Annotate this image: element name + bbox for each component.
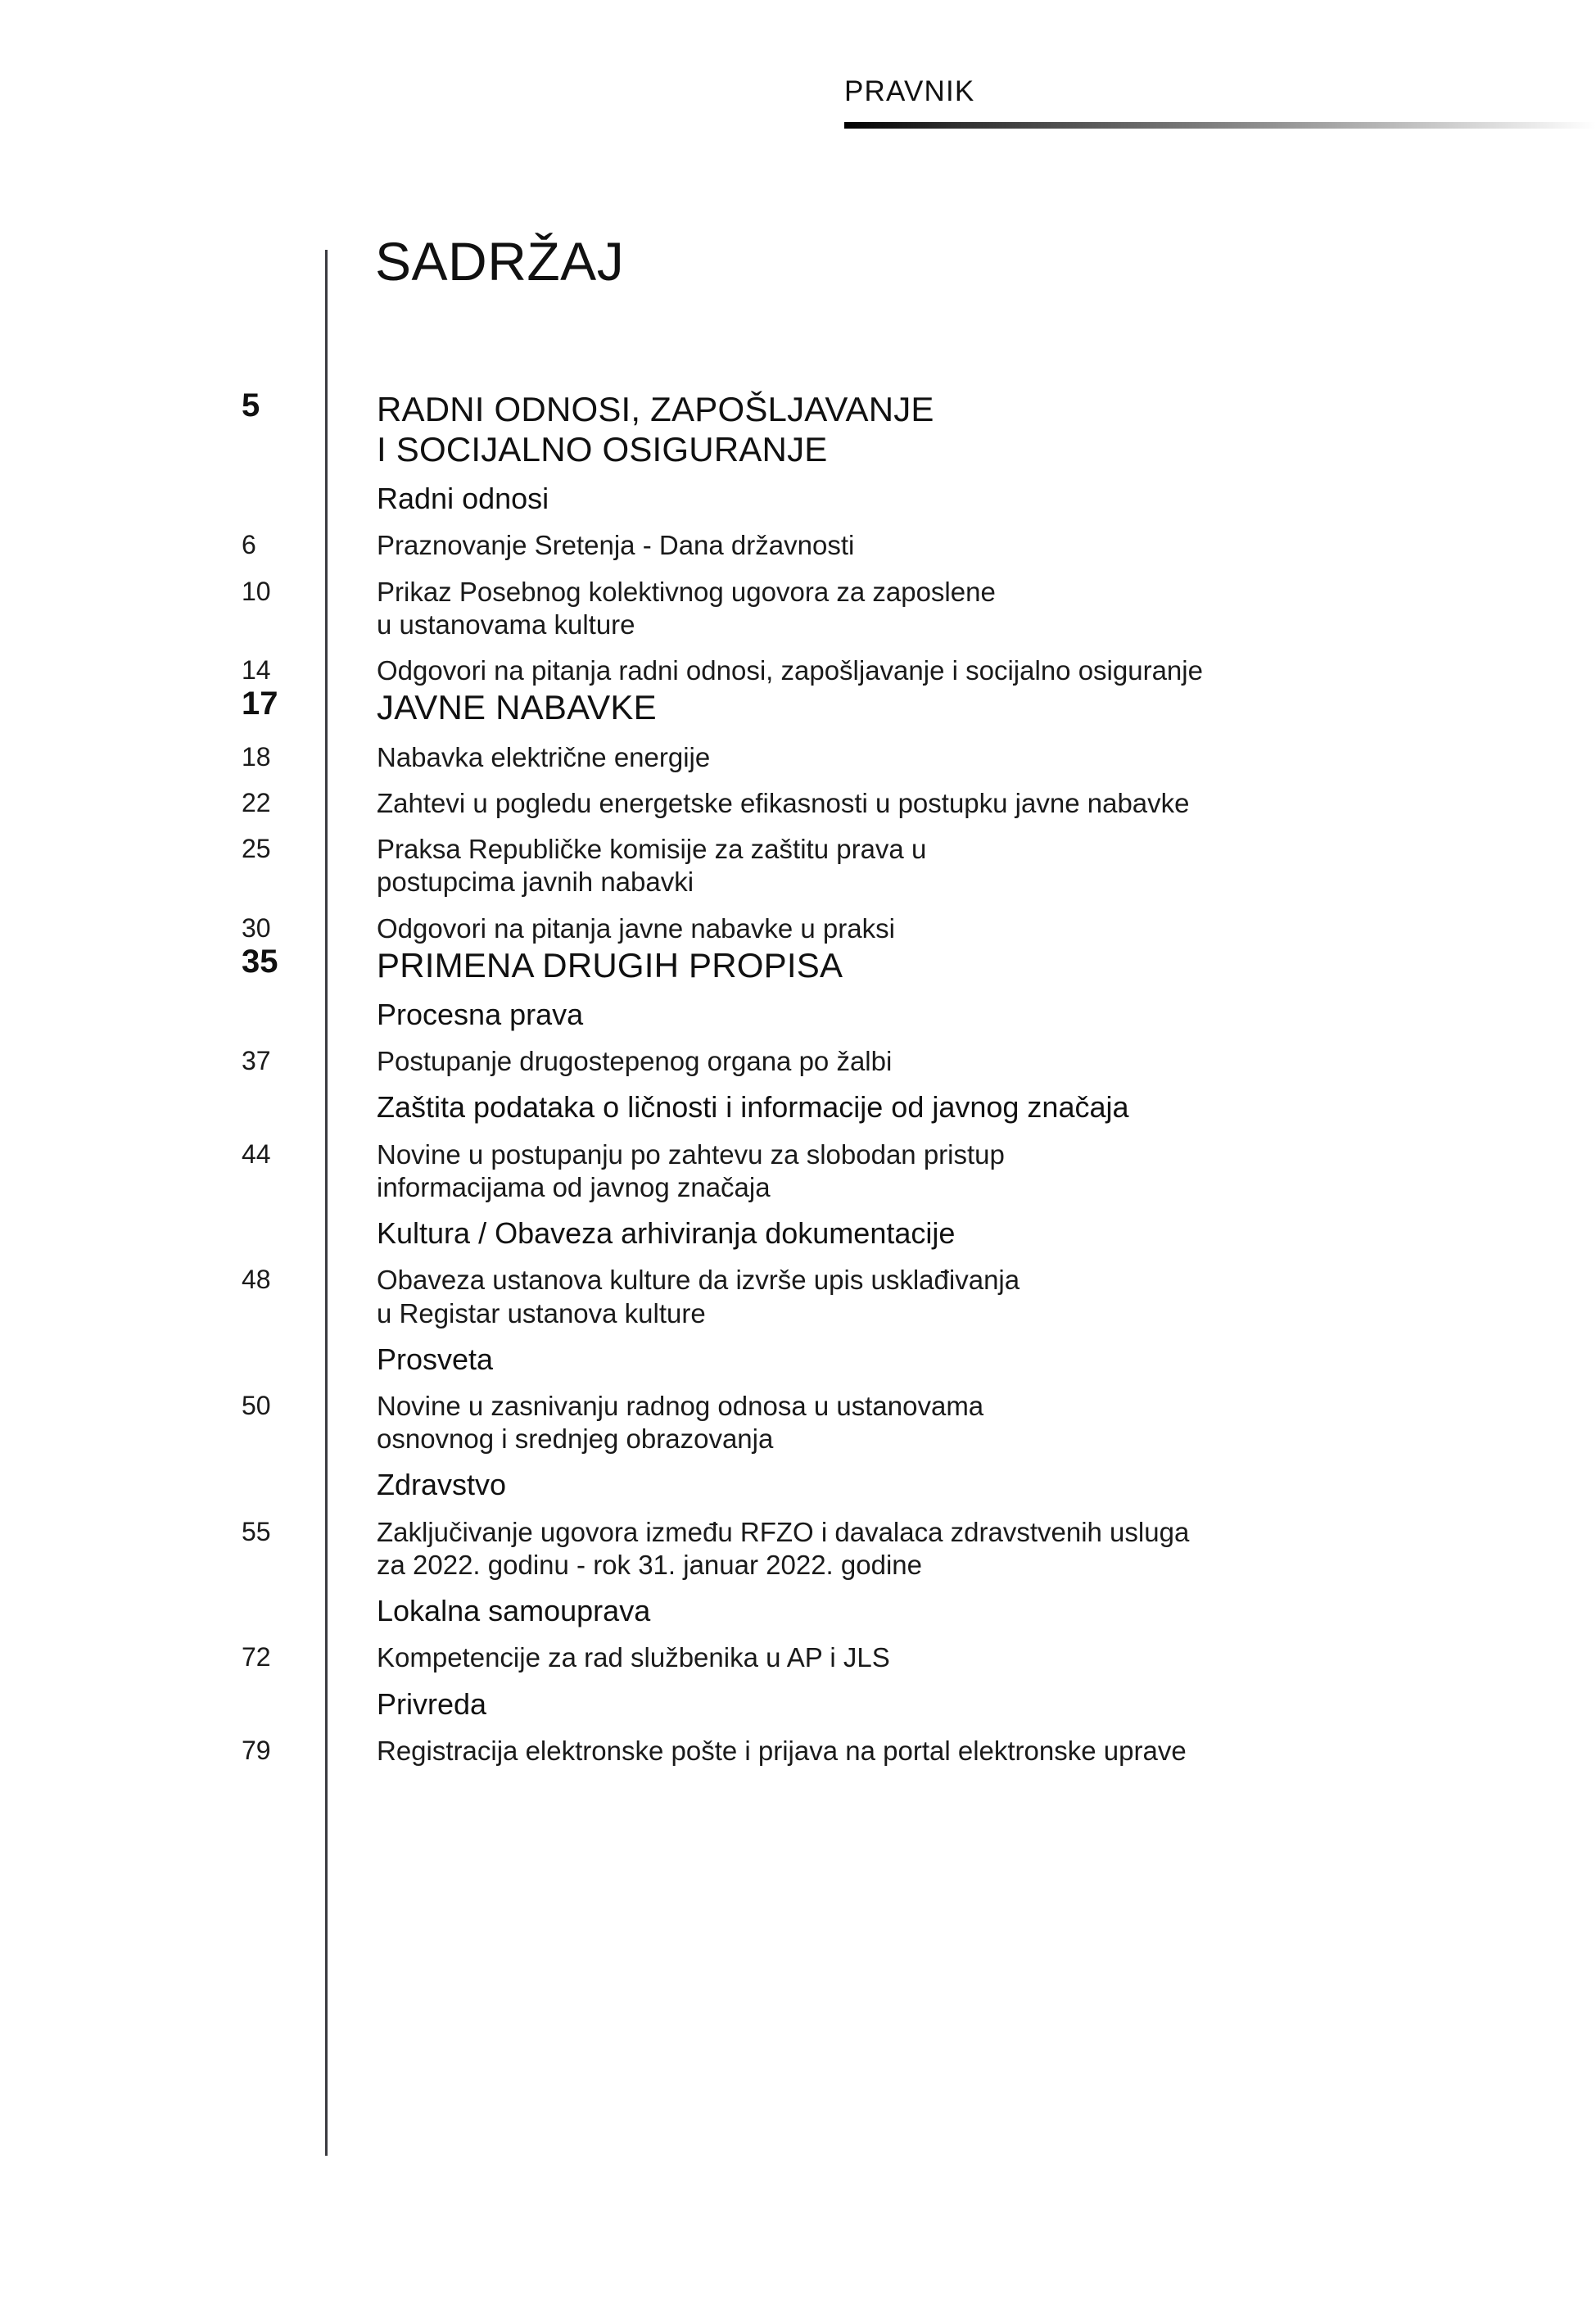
toc-entry-title (377, 1045, 1392, 1078)
toc-page-number: 55 (242, 1516, 271, 1546)
toc-entry-line: osnovnog i srednjeg obrazovanja (377, 1424, 774, 1455)
toc-entry-line: Radni odnosi (377, 482, 549, 516)
toc-entry-row[interactable] (0, 529, 1392, 562)
toc-entry-line: za 2022. godinu - rok 31. januar 2022. godine (377, 1549, 922, 1580)
toc-entry-title (377, 1215, 1392, 1251)
toc-entry-line: Prikaz Posebnog kolektivnog ugovora za zaposlene (377, 576, 996, 607)
toc-entry-line: Privreda (377, 1686, 487, 1721)
toc-entry-title (377, 1516, 1392, 1582)
toc-page-number: 50 (242, 1390, 271, 1420)
toc-entry-title (377, 389, 1392, 469)
toc-entry-row[interactable] (0, 654, 1392, 687)
toc-page-number: 14 (242, 655, 271, 686)
toc-entry-line: RADNI ODNOSI, ZAPOŠLJAVANJE (377, 390, 934, 428)
toc-entry-row[interactable] (0, 833, 1392, 899)
toc-entry-row[interactable] (0, 1138, 1392, 1205)
toc-page-number: 35 (242, 943, 278, 980)
toc-entry-title (377, 687, 1392, 727)
publication-title: PRAVNIK (844, 75, 975, 107)
toc-entry-row[interactable] (0, 1264, 1392, 1330)
toc-entry-title (377, 997, 1392, 1032)
toc-entry-title (377, 654, 1392, 687)
toc-subhead-row[interactable] (0, 1089, 1392, 1125)
toc-page-number: 30 (242, 912, 271, 943)
toc-entry-line: informacijama od javnog značaja (377, 1171, 771, 1202)
toc-entry-line: Odgovori na pitanja radni odnosi, zapošljavanje i socijalno osiguranje (377, 655, 1203, 686)
toc-entry-line: Praksa Republičke komisije za zaštitu prava u (377, 834, 927, 865)
toc-entry-line: Nabavka električne energije (377, 741, 711, 772)
toc-entry-line: PRIMENA DRUGIH PROPISA (377, 945, 843, 984)
toc-entry-row[interactable] (0, 576, 1392, 642)
toc-page-number: 10 (242, 576, 271, 606)
toc-subhead-row[interactable] (0, 1593, 1392, 1628)
toc-entry-row[interactable] (0, 787, 1392, 820)
toc-entry-line: Obaveza ustanova kulture da izvrše upis usklađivanja (377, 1265, 1020, 1296)
toc-entry-line: Zahtevi u pogledu energetske efikasnosti u postupku javne nabavke (377, 787, 1190, 818)
toc-page-number: 18 (242, 741, 271, 772)
toc-entry-line: Postupanje drugostepenog organa po žalbi (377, 1046, 893, 1077)
toc-entry-line: Prosveta (377, 1342, 494, 1376)
toc-subhead-row[interactable] (0, 481, 1392, 516)
toc-entry-line: JAVNE NABAVKE (377, 688, 657, 727)
toc-entry-line: Zdravstvo (377, 1468, 507, 1502)
toc-subhead-row[interactable] (0, 1686, 1392, 1722)
toc-entry-title (377, 481, 1392, 516)
toc-entry-row[interactable] (0, 1516, 1392, 1582)
toc-entry-line: Zaključivanje ugovora između RFZO i davalaca zdravstvenih usluga (377, 1516, 1190, 1547)
toc-entry-title (377, 1264, 1392, 1330)
toc-entry-title (377, 787, 1392, 820)
toc-entry-title (377, 945, 1392, 985)
toc-entry-title (377, 1467, 1392, 1502)
toc-entry-title (377, 1735, 1392, 1768)
toc-row-list (0, 389, 1596, 1768)
toc-subhead-row[interactable] (0, 1467, 1392, 1502)
toc-entry-line: postupcima javnih nabavki (377, 867, 694, 898)
toc-subhead-row[interactable] (0, 1215, 1392, 1251)
running-header (0, 75, 1596, 149)
toc-entry-line: Praznovanje Sretenja - Dana državnosti (377, 530, 855, 561)
toc-page-number: 44 (242, 1138, 271, 1169)
toc-entry-title (377, 1686, 1392, 1722)
toc-entry-line: Procesna prava (377, 997, 584, 1031)
header-gradient-rule (844, 122, 1596, 129)
toc-entry-title (377, 1641, 1392, 1674)
toc-section-row[interactable] (0, 687, 1392, 727)
toc-page-number: 25 (242, 834, 271, 864)
toc-entry-line: Novine u postupanju po zahtevu za slobodan pristup (377, 1138, 1005, 1170)
toc-page-number: 48 (242, 1265, 271, 1295)
toc-entry-title (377, 1593, 1392, 1628)
toc-entry-line: Kultura / Obaveza arhiviranja dokumentacije (377, 1216, 956, 1251)
toc-entry-row[interactable] (0, 1735, 1392, 1768)
toc-entry-row[interactable] (0, 1045, 1392, 1078)
toc-entry-row[interactable] (0, 1390, 1392, 1456)
toc-entry-title (377, 529, 1392, 562)
toc-entry-row[interactable] (0, 1641, 1392, 1674)
toc-entry-line: Kompetencije za rad službenika u AP i JLS (377, 1642, 890, 1673)
toc-page-number: 6 (242, 530, 256, 560)
toc-entry-line: Lokalna samouprava (377, 1594, 651, 1628)
toc-entry-row[interactable] (0, 741, 1392, 774)
toc-section-row[interactable] (0, 945, 1392, 985)
toc-entry-title (377, 576, 1392, 642)
toc-entry-line: Odgovori na pitanja javne nabavke u praksi (377, 912, 895, 944)
toc-subhead-row[interactable] (0, 997, 1392, 1032)
toc-page-number: 5 (242, 387, 260, 423)
toc-entry-line: u ustanovama kulture (377, 609, 635, 640)
toc-entry-line: Zaštita podataka o ličnosti i informacije od javnog značaja (377, 1090, 1129, 1125)
toc-entry-line: u Registar ustanova kulture (377, 1297, 706, 1328)
toc-page-number: 72 (242, 1642, 271, 1672)
toc-page-number: 79 (242, 1735, 271, 1765)
toc-entry-title (377, 741, 1392, 774)
toc-page-number: 37 (242, 1046, 271, 1076)
toc-entry-title (377, 1342, 1392, 1377)
toc-page-number: 22 (242, 787, 271, 817)
page-title: SADRŽAJ (375, 231, 625, 292)
toc-section-row[interactable] (0, 389, 1392, 469)
toc-entry-title (377, 1089, 1392, 1125)
toc-entry-title (377, 1138, 1392, 1205)
toc-entry-line: I SOCIJALNO OSIGURANJE (377, 430, 828, 469)
toc-entry-line: Novine u zasnivanju radnog odnosa u ustanovama (377, 1390, 984, 1421)
toc-page-number: 17 (242, 686, 278, 722)
toc-subhead-row[interactable] (0, 1342, 1392, 1377)
toc-entry-title (377, 1390, 1392, 1456)
toc-entry-title (377, 833, 1392, 899)
toc-entry-row[interactable] (0, 912, 1392, 945)
toc-entry-line: Registracija elektronske pošte i prijava na portal elektronske uprave (377, 1735, 1187, 1766)
toc-entry-title (377, 912, 1392, 945)
